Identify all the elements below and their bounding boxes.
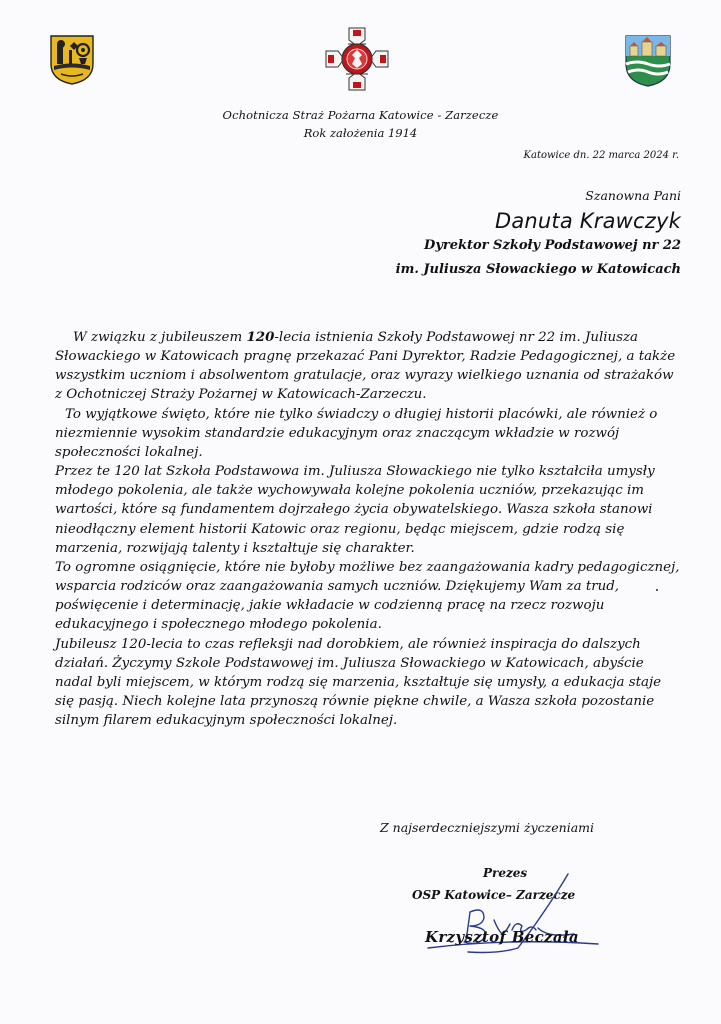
ink-dot — [656, 589, 658, 591]
fire-brigade-emblem-icon — [324, 26, 390, 96]
district-coat-of-arms-icon — [624, 34, 672, 92]
recipient-name: Danuta Krawczyk — [494, 209, 681, 233]
body-paragraph-1-start: W związku z jubileuszem — [73, 330, 247, 345]
katowice-coat-of-arms-icon — [49, 34, 95, 90]
letter-body — [55, 328, 680, 730]
signatory-role: Prezes — [483, 866, 528, 880]
jubilee-number: 120 — [246, 329, 275, 345]
recipient-school: im. Juliusza Słowackiego w Katowicach — [395, 262, 681, 277]
founding-year: Rok założenia 1914 — [303, 126, 418, 140]
body-paragraph-1-rest: -lecia istnienia Szkoły Podstawowej nr 22 im. Juliusza Słowackiego w Katowicach pragnę przekazać Pani Dyrektor, Radzie Pedagogicznej, a także wszystkim uczniom i absolwentom gratulacje, oraz wyrazy wielkiego uznania od strażaków z Ochotniczej Straży Pożarnej w Katowicach-Zarzeczu. — [55, 330, 676, 403]
body-paragraph-5: Jubileusz 120-lecia to czas refleksji nad dorobkiem, ale również inspiracja do dalszych działań. Życzymy Szkole Podstawowej im. Juliusza Słowackiego w Katowicach, abyście nadal byli miejscem, w którym rodzą się marzenia, kształtuje się umysły, a edukacja staje się pasją. Niech kolejne lata przynoszą równie piękne chwile, a Wasza szkoła pozostanie silnym filarem edukacyjnym społeczności lokalnej. — [55, 636, 662, 729]
letter-date: Katowice dn. 22 marca 2024 r. — [523, 150, 679, 161]
salutation: Szanowna Pani — [585, 188, 681, 203]
recipient-title: Dyrektor Szkoły Podstawowej nr 22 — [424, 238, 681, 253]
signatory-name: Krzysztof Beczała — [425, 928, 579, 946]
body-paragraph-4: To ogromne osiągnięcie, które nie byłoby możliwe bez zaangażowania kadry pedagogicznej, wsparcia rodziców oraz zaangażowania samych uczniów. Dziękujemy Wam za trud, poświęcenie i determinację, jakie wkładacie w codzienną pracę na rzecz rozwoju edukacyjnego i społecznego młodego pokolenia. — [55, 559, 680, 633]
closing-line: Z najserdeczniejszymi życzeniami — [380, 820, 595, 835]
body-paragraph-1 — [55, 328, 680, 405]
handwritten-signature — [398, 868, 608, 962]
body-paragraph-2: To wyjątkowe święto, które nie tylko świadczy o długiej historii placówki, ale również o niezmiennie wysokim standardzie edukacyjnym oraz znaczącym wkładzie w rozwój społeczności lokalnej. — [55, 406, 658, 460]
organization-name: Ochotnicza Straż Pożarna Katowice - Zarzecze — [222, 108, 499, 122]
body-paragraph-3: Przez te 120 lat Szkoła Podstawowa im. Juliusza Słowackiego nie tylko kształciła umysły młodego pokolenia, ale także wychowywała kolejne pokolenia uczniów, przekazując im wartości, które są fundamentem dojrzałego życia obywatelskiego. Wasza szkoła stanowi nieodłączny element historii Katowic oraz regionu, będąc miejscem, gdzie rodzą się marzenia, rozwijają talenty i kształtuje się charakter. — [55, 464, 655, 556]
signatory-organization: OSP Katowice– Zarzecze — [412, 888, 576, 902]
